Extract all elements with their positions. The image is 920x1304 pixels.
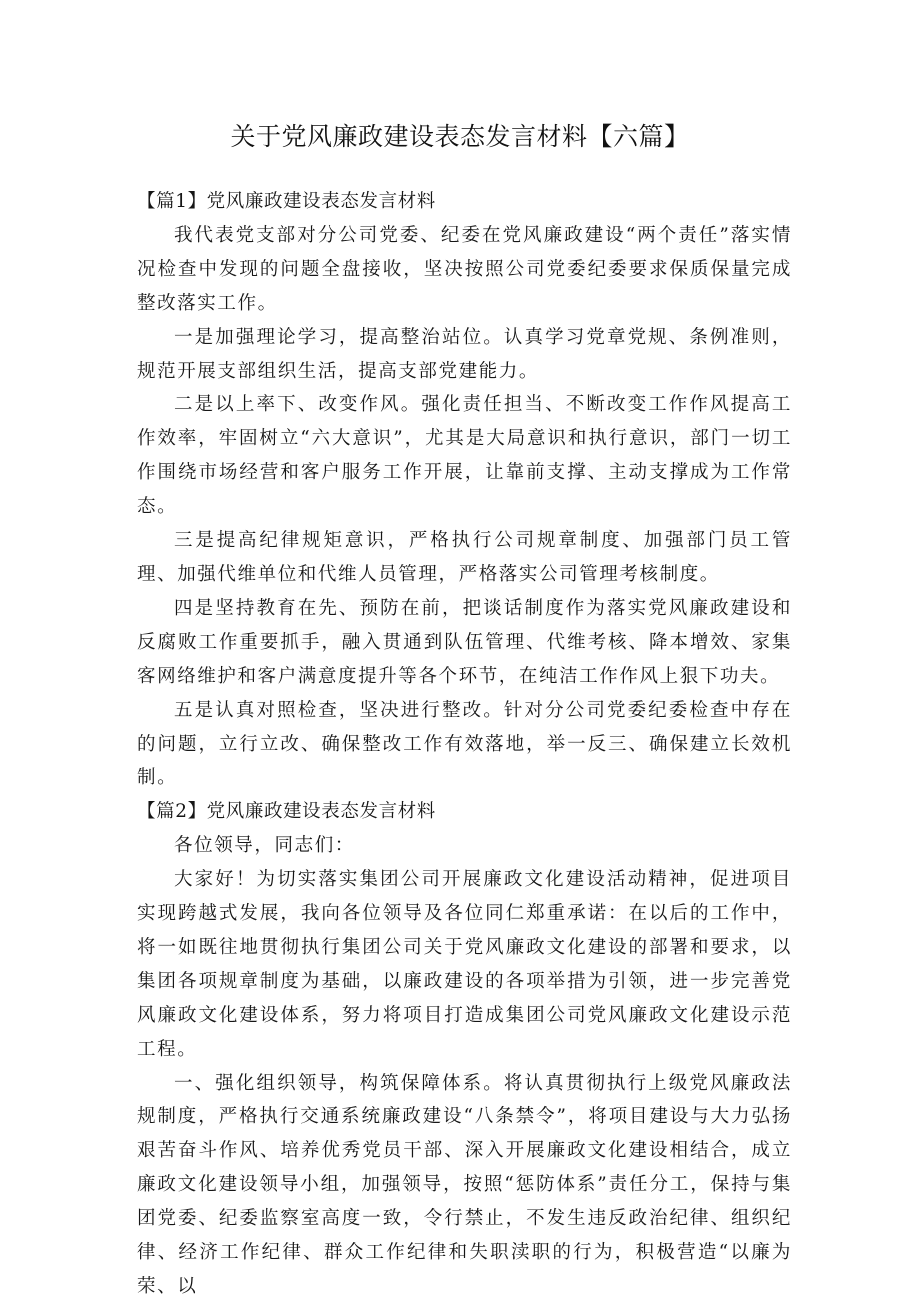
paragraph: 三是提高纪律规矩意识，严格执行公司规章制度、加强部门员工管理、加强代维单位和代维人员管理，严格落实公司管理考核制度。 xyxy=(137,530,792,585)
paragraph: 我代表党支部对分公司党委、纪委在党风廉政建设“两个责任”落实情况检查中发现的问题全盘接收，坚决按照公司党委纪委要求保质保量完成整改落实工作。 xyxy=(137,224,792,314)
paragraph: 四是坚持教育在先、预防在前，把谈话制度作为落实党风廉政建设和反腐败工作重要抓手，融入贯通到队伍管理、代维考核、降本增效、家集客网络维护和客户满意度提升等各个环节，在纯洁工作作风上狠下功夫。 xyxy=(137,597,792,687)
paragraph: 各位领导，同志们： xyxy=(174,835,355,857)
paragraph: 一、强化组织领导，构筑保障体系。将认真贯彻执行上级党风廉政法规制度，严格执行交通系统廉政建设“八条禁令”，将项目建设与大力弘扬艰苦奋斗作风、培养优秀党员干部、深入开展廉政文化建设相结合，成立廉政文化建设领导小组，加强领导，按照“惩防体系”责任分工，保持与集团党委、纪委监察室高度一致，令行禁止，不发生违反政治纪律、组织纪律、经济工作纪律、群众工作纪律和失职渎职的行为，积极营造“以廉为荣、以 xyxy=(137,1072,792,1297)
document-title: 关于党风廉政建设表态发言材料【六篇】 xyxy=(230,122,690,151)
document-body xyxy=(137,185,792,1304)
paragraph: 大家好！为切实落实集团公司开展廉政文化建设活动精神，促进项目实现跨越式发展，我向各位领导及各位同仁郑重承诺：在以后的工作中，将一如既往地贯彻执行集团公司关于党风廉政文化建设的部署和要求，以集团各项规章制度为基础，以廉政建设的各项举措为引领，进一步完善党风廉政文化建设体系，努力将项目打造成集团公司党风廉政文化建设示范工程。 xyxy=(137,869,792,1060)
section-2-heading: 【篇2】党风廉政建设表态发言材料 xyxy=(137,801,436,823)
paragraph: 二是以上率下、改变作风。强化责任担当、不断改变工作作风提高工作效率，牢固树立“六大意识”，尤其是大局意识和执行意识，部门一切工作围绕市场经营和客户服务工作开展，让靠前支撑、主动支撑成为工作常态。 xyxy=(137,394,792,518)
section-1-heading: 【篇1】党风廉政建设表态发言材料 xyxy=(137,191,436,212)
paragraph: 一是加强理论学习，提高整治站位。认真学习党章党规、条例准则，规范开展支部组织生活，提高支部党建能力。 xyxy=(137,326,792,382)
paragraph: 五是认真对照检查，坚决进行整改。针对分公司党委纪委检查中存在的问题，立行立改、确保整改工作有效落地，举一反三、确保建立长效机制。 xyxy=(137,699,792,789)
